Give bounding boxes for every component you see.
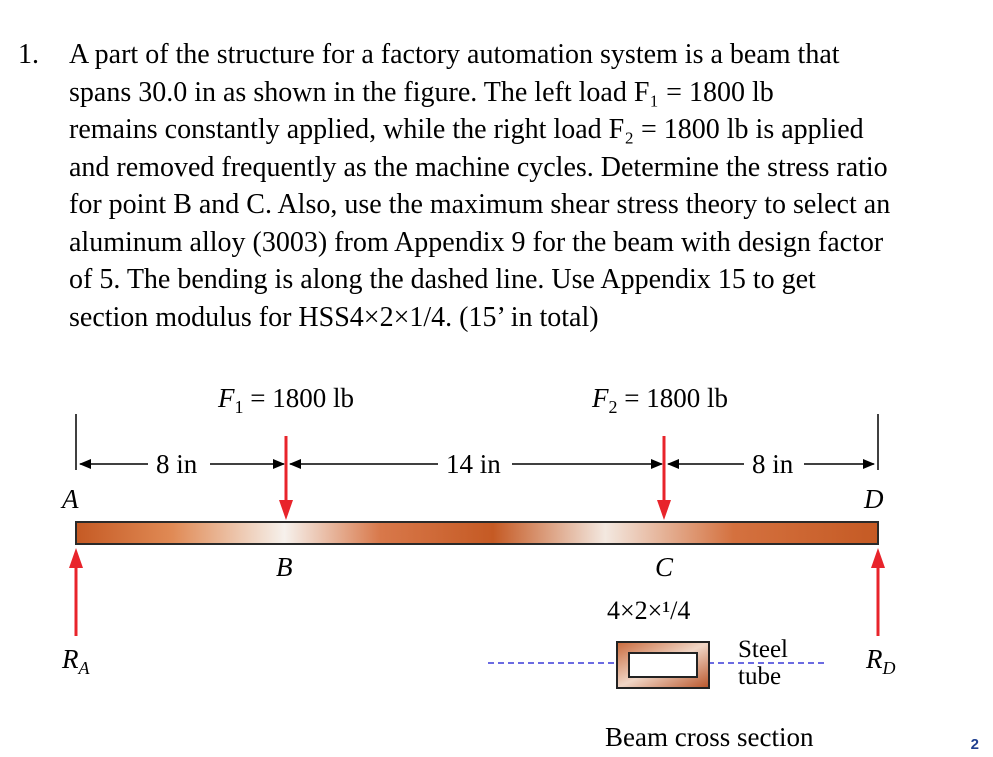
reaction-arrow-a [69,548,83,636]
dimension-label-bc: 14 in [446,449,501,479]
point-label-d: D [864,484,884,514]
section-size-label: 4×2×¹/4 [607,596,691,625]
problem-line-8: section modulus for HSS4×2×1/4. (15’ in total) [69,301,599,333]
point-label-b: B [276,552,293,582]
tube-label-tube: tube [738,663,782,690]
problem-line-7: of 5. The bending is along the dashed line. Use Appendix 15 to get [69,264,816,295]
tube-label [738,636,788,690]
point-label-a: A [62,484,79,514]
problem-line-4: and removed frequently as the machine cycles. Determine the stress ratio [69,151,888,183]
load-arrow-f1 [279,436,293,520]
problem-line-3: remains constantly applied, while the right load F₂ = 1800 lb is applied [69,114,864,145]
problem-line-1: A part of the structure for a factory automation system is a beam that [69,39,840,70]
beam [76,522,878,544]
load-label-f1: $F_1 = 1800$ lb [218,383,354,417]
load-label-f2: $F_2 = 1800$ lb [592,383,728,417]
reaction-label-a: $R_A$ [62,644,90,678]
dimension-label-cd: 8 in [752,449,794,479]
page-number: 2 [970,736,979,753]
load-arrow-f2 [657,436,671,520]
tube-label-steel: Steel [738,636,788,663]
reaction-label-d: $R_D$ [866,644,896,678]
problem-line-2: spans 30.0 in as shown in the figure. The left load F₁ = 1800 lb [69,76,774,108]
cross-section-caption: Beam cross section [605,722,814,752]
point-label-c: C [655,552,674,582]
dimension-label-ab: 8 in [156,449,198,479]
problem-number: 1. [18,39,39,70]
tube-cross-section [617,642,709,688]
problem-line-5: for point B and C. Also, use the maximum shear stress theory to select an [69,189,891,220]
problem-line-6: aluminum alloy (3003) from Appendix 9 for the beam with design factor [69,226,884,258]
reaction-arrow-d [871,548,885,636]
